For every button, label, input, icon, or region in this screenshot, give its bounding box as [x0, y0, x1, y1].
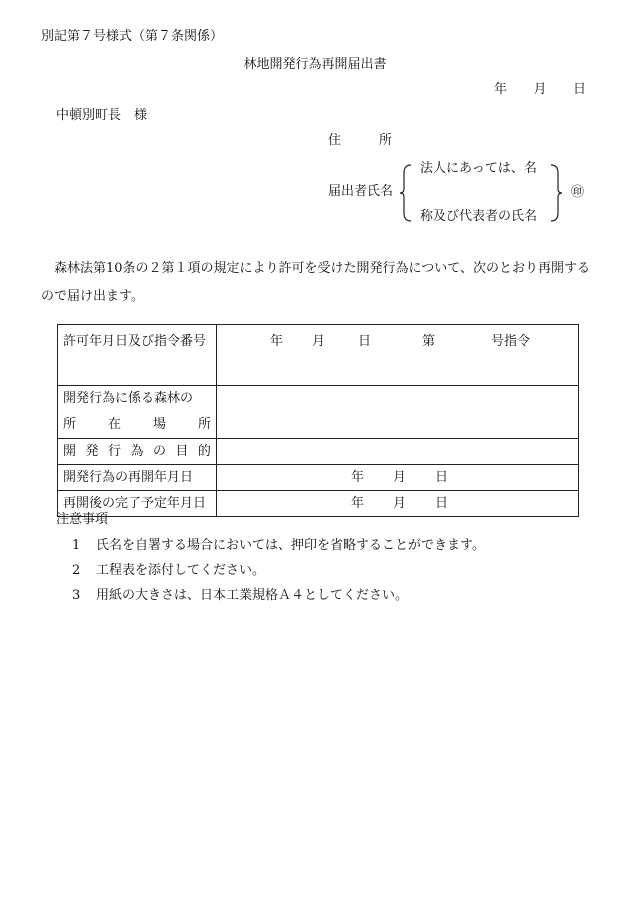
permit-label: 許可年月日及び指令番号 [58, 325, 217, 386]
order-number-suffix: 号指令 [491, 334, 531, 349]
label-char: 所 [63, 417, 77, 432]
note-item [72, 539, 485, 552]
year-label: 年 [351, 470, 365, 485]
label-char: 行 [107, 444, 121, 459]
label-char: 発 [85, 444, 99, 459]
label-char: 場 [152, 417, 166, 432]
detail-table [57, 324, 579, 517]
label-char: 在 [107, 417, 121, 432]
left-bracket-icon [399, 164, 413, 222]
month-label: 月 [312, 334, 326, 349]
month-label: 月 [533, 82, 547, 97]
address-char: 所 [378, 133, 392, 148]
addressee: 中頓別町長 様 [56, 108, 148, 123]
month-label: 月 [393, 470, 407, 485]
label-char: の [152, 444, 166, 459]
table-row [58, 386, 579, 439]
corporation-note-line-2: 称及び代表者の氏名 [420, 209, 538, 224]
year-label: 年 [351, 496, 365, 511]
day-label: 日 [435, 496, 449, 511]
note-text: 工程表を添付してください。 [96, 563, 266, 578]
corporation-note-line-1: 法人にあっては、名 [420, 161, 537, 176]
address-label [328, 134, 392, 147]
dai-label: 第 [422, 334, 436, 349]
table-row [58, 491, 579, 517]
note-text: 氏名を自署する場合においては、押印を省略することができます。 [96, 538, 485, 553]
label-char: 目 [175, 444, 189, 459]
table-row [58, 439, 579, 465]
day-label: 日 [435, 470, 449, 485]
completion-date-value [217, 491, 579, 517]
notes-heading: 注意事項 [56, 512, 109, 527]
note-number: 3 [72, 588, 81, 603]
day-label: 日 [358, 334, 372, 349]
note-number: 1 [72, 538, 81, 553]
year-label: 年 [494, 82, 508, 97]
applicant-name-label: 届出者氏名 [328, 184, 394, 199]
purpose-value [217, 439, 579, 465]
table-row [58, 325, 579, 386]
forest-location-label-line-1: 開発行為に係る森林の [63, 391, 194, 406]
address-char: 住 [328, 133, 342, 148]
label-char: 開 [63, 444, 77, 459]
note-item [72, 564, 265, 577]
month-label: 月 [393, 496, 407, 511]
label-char: 為 [130, 444, 144, 459]
purpose-label [58, 439, 217, 465]
table-row [58, 465, 579, 491]
submission-date-line [494, 83, 586, 96]
year-label: 年 [270, 334, 284, 349]
forest-location-label [58, 386, 217, 439]
form-number: 別記第７号様式（第７条関係） [41, 29, 224, 44]
permit-value-cell [217, 325, 579, 386]
resume-date-label: 開発行為の再開年月日 [58, 465, 217, 491]
seal-mark: ㊞ [571, 185, 585, 200]
note-text: 用紙の大きさは、日本工業規格Ａ４としてください。 [96, 588, 409, 603]
note-number: 2 [72, 563, 81, 578]
notification-body-text: 森林法第10条の２第１項の規定により許可を受けた開発行為について、次のとおり再開するので届け出ます。 [41, 261, 591, 304]
note-item [72, 589, 408, 602]
label-char: 所 [197, 417, 211, 432]
forest-location-label-line-2 [63, 412, 211, 438]
forest-location-value [217, 386, 579, 439]
resume-date-value [217, 465, 579, 491]
right-bracket-icon [549, 164, 563, 222]
document-title: 林地開発行為再開届出書 [243, 57, 387, 72]
completion-date-label: 再開後の完了予定年月日 [58, 491, 217, 517]
day-label: 日 [572, 82, 586, 97]
label-char: 的 [197, 444, 211, 459]
